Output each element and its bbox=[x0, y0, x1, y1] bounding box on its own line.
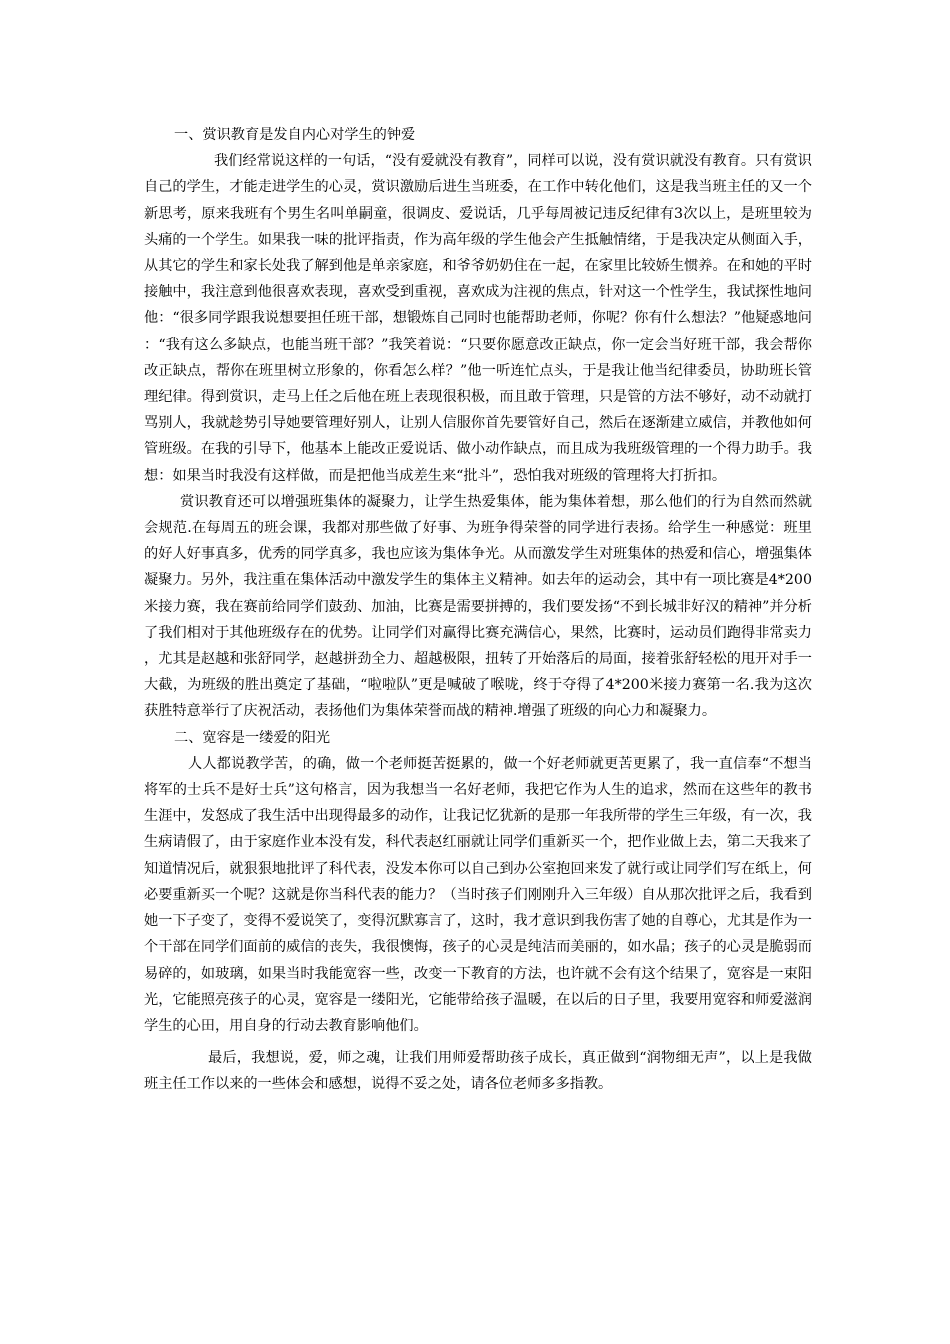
document-body bbox=[144, 122, 812, 1098]
section-2-paragraph-1: 人人都说教学苦，的确，做一个老师挺苦挺累的，做一个好老师就更苦更累了，我一直信奉“不想当将军的士兵不是好士兵”这句格言，因为我想当一名好老师，我把它作为人生的追求，然而在这些年的教书生涯中，发怒成了我生活中出现得最多的动作，让我记忆犹新的是那一年我所带的学生三年级，有一次，我生病请假了，由于家庭作业本没有发，科代表赵红丽就让同学们重新买一个，把作业做上去，第二天我来了知道情况后，就狠狠地批评了科代表，没发本你可以自己到办公室抱回来发了就行或让同学们写在纸上，何必要重新买一个呢？这就是你当科代表的能力？（当时孩子们刚刚升入三年级）自从那次批评之后，我看到她一下子变了，变得不爱说笑了，变得沉默寡言了，这时，我才意识到我伤害了她的自尊心，尤其是作为一个干部在同学们面前的威信的丧失，我很懊悔，孩子的心灵是纯洁而美丽的，如水晶；孩子的心灵是脆弱而易碎的，如玻璃，如果当时我能宽容一些，改变一下教育的方法，也许就不会有这个结果了，宽容是一束阳光，它能照亮孩子的心灵，宽容是一缕阳光，它能带给孩子温暖，在以后的日子里，我要用宽容和师爱滋润学生的心田，用自身的行动去教育影响他们。 bbox=[144, 755, 812, 1034]
section-1-paragraph-2: 赏识教育还可以增强班集体的凝聚力，让学生热爱集体，能为集体着想，那么他们的行为自然而然就会规范.在每周五的班会课，我都对那些做了好事、为班争得荣誉的同学进行表扬。给学生一种感觉：班里的好人好事真多，优秀的同学真多，我也应该为集体争光。从而激发学生对班集体的热爱和信心，增强集体凝聚力。另外，我注重在集体活动中激发学生的集体主义精神。如去年的运动会，其中有一项比赛是4*200米接力赛，我在赛前给同学们鼓劲、加油，比赛是需要拼搏的，我们要发扬“不到长城非好汉的精神”并分析了我们相对于其他班级存在的优势。让同学们对赢得比赛充满信心，果然，比赛时，运动员们跑得非常卖力，尤其是赵越和张舒同学，赵越拼劲全力、超越极限，扭转了开始落后的局面，接着张舒轻松的甩开对手一大截，为班级的胜出奠定了基础，“啦啦队”更是喊破了喉咙，终于夺得了4*200米接力赛第一名.我为这次获胜特意举行了庆祝活动，表扬他们为集体荣誉而战的精神.增强了班级的向心力和凝聚力。 bbox=[144, 493, 812, 720]
section-1-paragraph-1: 我们经常说这样的一句话，“没有爱就没有教育”，同样可以说，没有赏识就没有教育。只有赏识自己的学生，才能走进学生的心灵，赏识激励后进生当班委，在工作中转化他们，这是我当班主任的又一个新思考，原来我班有个男生名叫单嗣童，很调皮、爱说话，几乎每周被记违反纪律有3次以上，是班里较为头痛的一个学生。如果我一味的批评指责，作为高年级的学生他会产生抵触情绪，于是我决定从侧面入手，从其它的学生和家长处我了解到他是单亲家庭，和爷爷奶奶住在一起，在家里比较娇生惯养。在和她的平时接触中，我注意到他很喜欢表现，喜欢受到重视，喜欢成为注视的焦点，针对这一个性学生，我试探性地问他：“很多同学跟我说想要担任班干部，想锻炼自己同时也能帮助老师，你呢？你有什么想法？”他疑惑地问：“我有这么多缺点，也能当班干部？”我笑着说：“只要你愿意改正缺点，你一定会当好班干部，我会帮你改正缺点，帮你在班里树立形象的，你看怎么样？”他一听连忙点头，于是我让他当纪律委员，协助班长管理纪律。得到赏识，走马上任之后他在班上表现很积极，而且敢于管理，只是管的方法不够好，动不动就打骂别人，我就趁势引导她要管理好别人，让别人信服你首先要管好自己，然后在逐渐建立威信，并教他如何管班级。在我的引导下，他基本上能改正爱说话、做小动作缺点，而且成为我班级管理的一个得力助手。我想：如果当时我没有这样做，而是把他当成差生来“批斗”，恐怕我对班级的管理将大打折扣。 bbox=[144, 153, 812, 484]
closing-paragraph: 最后，我想说，爱，师之魂，让我们用师爱帮助孩子成长，真正做到“润物细无声”，以上是我做班主任工作以来的一些体会和感想，说得不妥之处，请各位老师多多指教。 bbox=[144, 1050, 812, 1093]
section-2-heading: 二、宽容是一缕爱的阳光 bbox=[174, 729, 331, 746]
section-1-heading: 一、赏识教育是发自内心对学生的钟爱 bbox=[174, 127, 416, 143]
